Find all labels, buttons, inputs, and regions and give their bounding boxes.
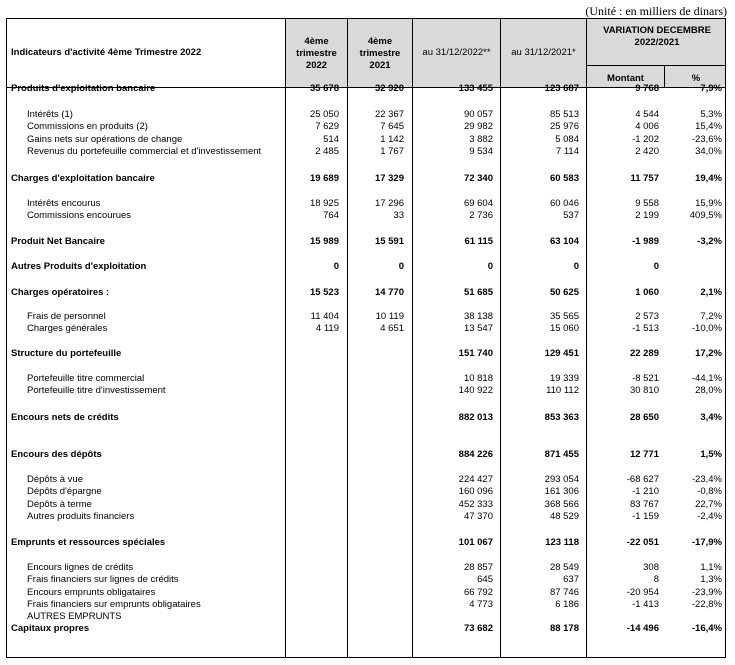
row-value: 35 678 bbox=[309, 83, 339, 94]
row-label: Autres produits financiers bbox=[27, 511, 135, 522]
row-value: 12 771 bbox=[629, 449, 659, 460]
row-value: 17 296 bbox=[374, 198, 404, 209]
row-value: 160 096 bbox=[458, 486, 493, 497]
row-value: 7,9% bbox=[700, 83, 722, 94]
row-value: 10 119 bbox=[375, 311, 404, 322]
row-value: 161 306 bbox=[544, 486, 579, 497]
row-label: Emprunts et ressources spéciales bbox=[11, 537, 166, 548]
row-value: 9 534 bbox=[469, 146, 493, 157]
row-value: 123 687 bbox=[544, 83, 579, 94]
row-value: 882 013 bbox=[458, 412, 493, 423]
row-value: 33 bbox=[393, 210, 404, 221]
row-value: 1 060 bbox=[635, 287, 659, 298]
row-value: 2,1% bbox=[700, 287, 722, 298]
row-value: 452 333 bbox=[458, 499, 493, 510]
row-value: 2 199 bbox=[635, 210, 659, 221]
row-value: 5,3% bbox=[700, 109, 722, 120]
row-value: 10 818 bbox=[463, 373, 493, 384]
row-value: 0 bbox=[573, 261, 579, 272]
row-value: 293 054 bbox=[544, 474, 579, 485]
row-value: 1,5% bbox=[700, 449, 722, 460]
row-value: 35 565 bbox=[549, 311, 579, 322]
row-label: Capitaux propres bbox=[11, 623, 90, 634]
row-value: -1 210 bbox=[632, 486, 659, 497]
row-value: 50 625 bbox=[549, 287, 579, 298]
row-value: 637 bbox=[563, 574, 579, 585]
row-value: 7,2% bbox=[700, 311, 722, 322]
row-value: -1 159 bbox=[632, 511, 659, 522]
row-value: 85 513 bbox=[549, 109, 579, 120]
row-value: 15 989 bbox=[309, 236, 339, 247]
row-value: 17,2% bbox=[695, 348, 722, 359]
row-value: 0 bbox=[398, 261, 404, 272]
row-value: -8 521 bbox=[632, 373, 659, 384]
variation-subheader-line bbox=[587, 65, 725, 66]
row-value: 101 067 bbox=[458, 537, 493, 548]
row-value: 129 451 bbox=[544, 348, 579, 359]
row-value: -16,4% bbox=[691, 623, 722, 634]
row-value: 18 925 bbox=[309, 198, 339, 209]
row-value: 409,5% bbox=[689, 210, 722, 221]
row-value: -17,9% bbox=[691, 537, 722, 548]
row-value: 83 767 bbox=[629, 499, 659, 510]
row-value: -22,8% bbox=[691, 599, 722, 610]
row-value: 61 115 bbox=[464, 236, 493, 247]
row-value: -1 989 bbox=[632, 236, 659, 247]
row-value: 90 057 bbox=[463, 109, 493, 120]
row-value: 48 529 bbox=[549, 511, 579, 522]
row-value: -23,6% bbox=[691, 134, 722, 145]
row-value: 7 629 bbox=[315, 121, 339, 132]
row-label: Produits d'exploitation bancaire bbox=[11, 83, 156, 94]
row-value: -1 202 bbox=[632, 134, 659, 145]
row-value: 15 591 bbox=[374, 236, 404, 247]
row-value: 60 583 bbox=[549, 173, 579, 184]
row-value: 9 768 bbox=[635, 83, 659, 94]
row-value: 0 bbox=[653, 261, 659, 272]
row-value: 14 770 bbox=[374, 287, 404, 298]
header-montant: Montant bbox=[607, 73, 644, 84]
row-value: -10,0% bbox=[691, 323, 722, 334]
row-value: 28 549 bbox=[549, 562, 579, 573]
row-label: Dépôts à terme bbox=[27, 499, 92, 510]
row-label: Encours des dépôts bbox=[11, 449, 102, 460]
row-value: 34,0% bbox=[695, 146, 722, 157]
row-value: 4 119 bbox=[315, 323, 339, 334]
row-value: 87 746 bbox=[549, 587, 579, 598]
row-label: Frais financiers sur lignes de crédits bbox=[27, 574, 179, 585]
row-label: Intérêts (1) bbox=[27, 109, 73, 120]
row-value: 88 178 bbox=[549, 623, 579, 634]
row-value: 15,4% bbox=[695, 121, 722, 132]
row-label: Encours nets de crédits bbox=[11, 412, 119, 423]
row-value: 15 060 bbox=[549, 323, 579, 334]
row-value: 28,0% bbox=[695, 385, 722, 396]
row-value: -22 051 bbox=[626, 537, 659, 548]
row-value: 514 bbox=[323, 134, 339, 145]
row-value: 2 420 bbox=[635, 146, 659, 157]
row-value: 4 006 bbox=[635, 121, 659, 132]
row-value: 11 757 bbox=[630, 173, 659, 184]
row-value: 123 118 bbox=[545, 537, 579, 548]
row-value: 19 689 bbox=[309, 173, 339, 184]
row-value: 19,4% bbox=[695, 173, 722, 184]
row-label: Frais financiers sur emprunts obligataires bbox=[27, 599, 201, 610]
unit-note: (Unité : en milliers de dinars) bbox=[585, 4, 727, 18]
row-value: 4 651 bbox=[380, 323, 404, 334]
row-value: 30 810 bbox=[629, 385, 659, 396]
row-value: 9 558 bbox=[635, 198, 659, 209]
row-value: 11 404 bbox=[310, 311, 339, 322]
row-value: 25 050 bbox=[309, 109, 339, 120]
row-value: 17 329 bbox=[374, 173, 404, 184]
row-value: -1 413 bbox=[632, 599, 659, 610]
row-value: 73 682 bbox=[463, 623, 493, 634]
row-value: 537 bbox=[563, 210, 579, 221]
row-value: 3 882 bbox=[469, 134, 493, 145]
row-label: Intérêts encourus bbox=[27, 198, 101, 209]
row-value: 29 982 bbox=[463, 121, 493, 132]
row-value: -20 954 bbox=[626, 587, 659, 598]
row-value: 13 547 bbox=[463, 323, 493, 334]
row-value: -2,4% bbox=[697, 511, 722, 522]
row-value: -68 627 bbox=[626, 474, 659, 485]
row-value: 15 523 bbox=[309, 287, 339, 298]
row-value: 368 566 bbox=[544, 499, 579, 510]
row-value: 110 112 bbox=[546, 385, 579, 396]
row-value: 871 455 bbox=[544, 449, 579, 460]
row-label: Charges opératoires : bbox=[11, 287, 110, 298]
row-label: Encours lignes de crédits bbox=[27, 562, 134, 573]
row-value: 69 604 bbox=[463, 198, 493, 209]
row-value: 7 114 bbox=[555, 146, 579, 157]
row-value: 5 084 bbox=[555, 134, 579, 145]
row-value: 63 104 bbox=[549, 236, 579, 247]
row-value: 853 363 bbox=[544, 412, 579, 423]
row-value: -1 513 bbox=[632, 323, 659, 334]
row-value: 2 485 bbox=[315, 146, 339, 157]
row-label: Portefeuille titre d'investissement bbox=[27, 385, 166, 396]
row-value: 7 645 bbox=[380, 121, 404, 132]
row-value: 884 226 bbox=[458, 449, 493, 460]
row-value: 47 370 bbox=[463, 511, 493, 522]
activity-indicators-table bbox=[6, 18, 726, 658]
row-value: -3,2% bbox=[697, 236, 722, 247]
row-value: 22 367 bbox=[374, 109, 404, 120]
row-value: 51 685 bbox=[463, 287, 493, 298]
row-value: 22,7% bbox=[695, 499, 722, 510]
row-label: Commissions encourues bbox=[27, 210, 132, 221]
header-at-31-12-2022: au 31/12/2022** bbox=[422, 47, 491, 58]
header-pct: % bbox=[691, 73, 701, 84]
row-value: 308 bbox=[643, 562, 659, 573]
row-value: -14 496 bbox=[626, 623, 659, 634]
row-value: 224 427 bbox=[458, 474, 493, 485]
row-value: 645 bbox=[477, 574, 493, 585]
row-label: Structure du portefeuille bbox=[11, 348, 122, 359]
row-label: AUTRES EMPRUNTS bbox=[27, 611, 122, 622]
row-label: Autres Produits d'exploitation bbox=[11, 261, 147, 272]
row-value: 2 573 bbox=[635, 311, 659, 322]
header-at-31-12-2021: au 31/12/2021* bbox=[511, 47, 576, 58]
row-value: 22 289 bbox=[629, 348, 659, 359]
row-label: Produit Net Bancaire bbox=[11, 236, 105, 247]
row-value: 1,1% bbox=[700, 562, 722, 573]
row-label: Commissions en produits (2) bbox=[27, 121, 148, 132]
row-label: Charges générales bbox=[27, 323, 108, 334]
header-q4-2022: 4ème trimestre 2022 bbox=[296, 36, 337, 71]
row-value: 1,3% bbox=[700, 574, 722, 585]
row-value: 32 920 bbox=[374, 83, 404, 94]
row-value: 0 bbox=[487, 261, 493, 272]
row-label: Dépôts d'épargne bbox=[27, 486, 102, 497]
row-value: 151 740 bbox=[458, 348, 493, 359]
row-value: 38 138 bbox=[463, 311, 493, 322]
row-label: Dépôts à vue bbox=[27, 474, 83, 485]
column-divider bbox=[586, 19, 587, 657]
row-value: -0,8% bbox=[697, 486, 722, 497]
row-value: 8 bbox=[653, 574, 659, 585]
row-value: 1 767 bbox=[380, 146, 404, 157]
row-value: 140 922 bbox=[458, 385, 493, 396]
row-label: Gains nets sur opérations de change bbox=[27, 134, 183, 145]
row-value: 66 792 bbox=[463, 587, 493, 598]
row-value: -44,1% bbox=[691, 373, 722, 384]
row-label: Revenus du portefeuille commercial et d'investissement bbox=[27, 146, 262, 157]
table-title: Indicateurs d'activité 4ème Trimestre 2022 bbox=[11, 47, 202, 58]
row-value: 4 544 bbox=[635, 109, 659, 120]
row-value: 1 142 bbox=[380, 134, 404, 145]
row-value: -23,9% bbox=[691, 587, 722, 598]
row-value: 4 773 bbox=[469, 599, 493, 610]
row-value: 6 186 bbox=[555, 599, 579, 610]
row-value: 0 bbox=[333, 261, 339, 272]
header-variation: VARIATION DECEMBRE 2022/2021 bbox=[603, 25, 711, 48]
row-value: 15,9% bbox=[695, 198, 722, 209]
row-value: 133 455 bbox=[458, 83, 493, 94]
row-label: Charges d'exploitation bancaire bbox=[11, 173, 155, 184]
row-label: Encours emprunts obligataires bbox=[27, 587, 156, 598]
row-value: 2 736 bbox=[469, 210, 493, 221]
row-value: 28 650 bbox=[629, 412, 659, 423]
row-value: 19 339 bbox=[549, 373, 579, 384]
header-q4-2021: 4ème trimestre 2021 bbox=[359, 36, 401, 71]
row-label: Frais de personnel bbox=[27, 311, 106, 322]
row-value: 764 bbox=[323, 210, 339, 221]
row-value: -23,4% bbox=[691, 474, 722, 485]
row-value: 28 857 bbox=[463, 562, 493, 573]
row-value: 72 340 bbox=[463, 173, 493, 184]
row-value: 3,4% bbox=[700, 412, 722, 423]
row-value: 60 046 bbox=[549, 198, 579, 209]
row-label: Portefeuille titre commercial bbox=[27, 373, 145, 384]
row-value: 25 976 bbox=[549, 121, 579, 132]
